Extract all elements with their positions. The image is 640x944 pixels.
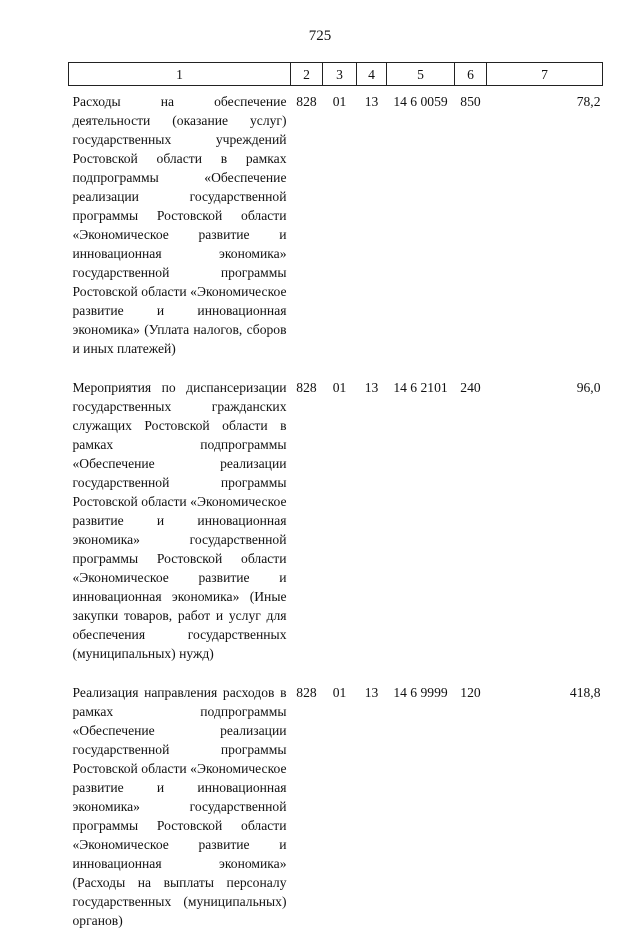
row-admin-code: 828 bbox=[296, 685, 317, 700]
table-row bbox=[69, 677, 603, 944]
row-admin-code: 828 bbox=[296, 380, 317, 395]
row-amount: 78,2 bbox=[576, 94, 601, 109]
row-subsection: 13 bbox=[364, 380, 379, 395]
row-expense-type: 120 bbox=[460, 685, 481, 700]
row-amount: 418,8 bbox=[569, 685, 601, 700]
row-section: 01 bbox=[332, 380, 347, 395]
row-target-article: 14 6 9999 bbox=[393, 685, 448, 700]
header-col-5: 5 bbox=[387, 63, 455, 86]
row-target-article: 14 6 2101 bbox=[393, 380, 448, 395]
row-target-article: 14 6 0059 bbox=[393, 94, 448, 109]
row-expense-type: 240 bbox=[460, 380, 481, 395]
row-section: 01 bbox=[332, 94, 347, 109]
header-col-4: 4 bbox=[357, 63, 387, 86]
budget-table bbox=[68, 62, 603, 944]
header-col-3: 3 bbox=[323, 63, 357, 86]
row-subsection: 13 bbox=[364, 685, 379, 700]
row-subsection: 13 bbox=[364, 94, 379, 109]
table-row bbox=[69, 86, 603, 373]
row-description: Мероприятия по диспансеризации государственных гражданских служащих Ростовской области в рамках подпрограммы «Обеспечение реализации государственной программы Ростовской области «Экономическое развитие и инновационная экономика» государственной программы Ростовской области «Экономическое развитие и инновационная экономика» (Иные закупки товаров, работ и услуг для обеспечения государственных (муниципальных) нужд) bbox=[72, 380, 287, 661]
row-amount: 96,0 bbox=[576, 380, 601, 395]
header-col-7: 7 bbox=[487, 63, 603, 86]
page-number: 725 bbox=[308, 28, 332, 44]
header-col-1: 1 bbox=[69, 63, 291, 86]
row-description: Реализация направления расходов в рамках подпрограммы «Обеспечение реализации государственной программы Ростовской области «Экономическое развитие и инновационная экономика» государственной программы Ростовской области «Экономическое развитие и инновационная экономика» (Расходы на выплаты персоналу государственных (муниципальных) органов) bbox=[72, 685, 287, 928]
header-col-6: 6 bbox=[455, 63, 487, 86]
row-admin-code: 828 bbox=[296, 94, 317, 109]
table-row bbox=[69, 372, 603, 677]
row-description: Расходы на обеспечение деятельности (оказание услуг) государственных учреждений Ростовской области в рамках подпрограммы «Обеспечение реализации государственной программы Ростовской области «Экономическое развитие и инновационная экономика» государственной программы Ростовской области «Экономическое развитие и инновационная экономика» (Уплата налогов, сборов и иных платежей) bbox=[72, 94, 287, 356]
row-section: 01 bbox=[332, 685, 347, 700]
header-col-2: 2 bbox=[291, 63, 323, 86]
table-header-row bbox=[69, 63, 603, 86]
row-expense-type: 850 bbox=[460, 94, 481, 109]
